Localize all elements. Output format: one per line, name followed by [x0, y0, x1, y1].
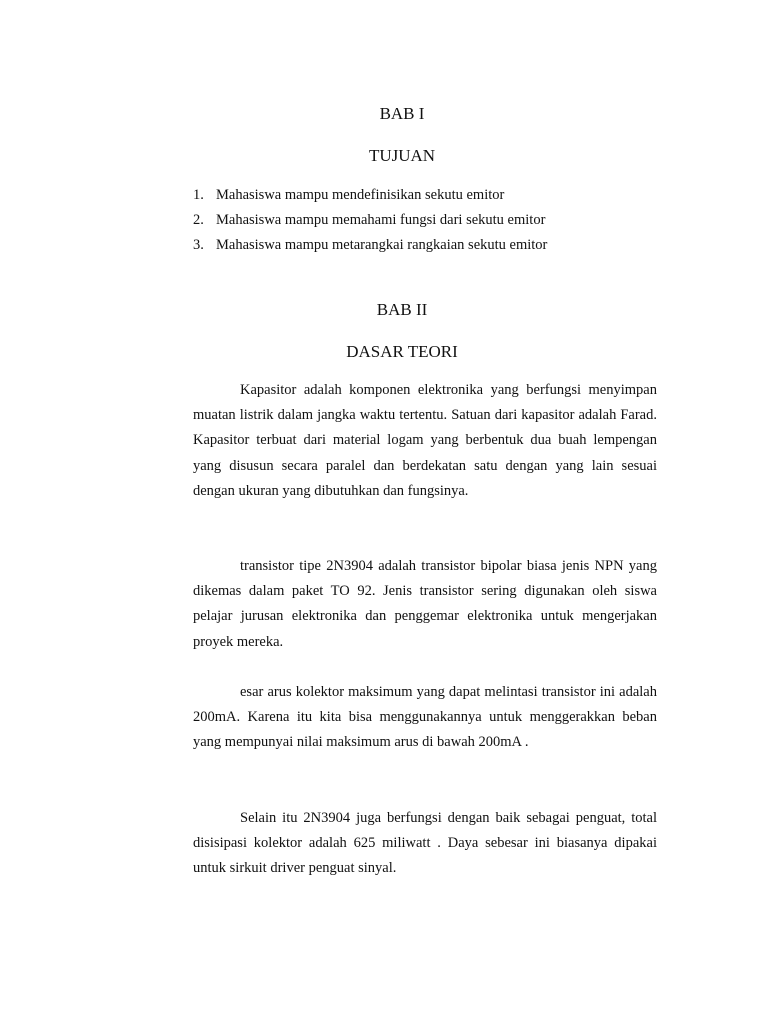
- list-item-text: Mahasiswa mampu mendefinisikan sekutu emitor: [216, 187, 505, 203]
- list-item-number: 1.: [193, 187, 204, 203]
- list-item-text: Mahasiswa mampu memahami fungsi dari sekutu emitor: [216, 212, 546, 228]
- paragraph-collector-current: esar arus kolektor maksimum yang dapat melintasi transistor ini adalah 200mA. Karena itu kita bisa menggunakannya untuk menggerakkan beban yang mempunyai nilai maksimum arus di bawah 200mA .: [193, 684, 657, 751]
- paragraph-transistor-type: transistor tipe 2N3904 adalah transistor bipolar biasa jenis NPN yang dikemas dalam paket TO 92. Jenis transistor sering digunakan oleh siswa pelajar jurusan elektronika dan penggemar elektronika untuk mengerjakan proyek mereka.: [193, 558, 657, 650]
- objectives-list: [193, 185, 547, 260]
- list-item-text: Mahasiswa mampu metarangkai rangkaian sekutu emitor: [216, 237, 548, 253]
- list-item: [193, 185, 547, 210]
- paragraph-kapasitor: Kapasitor adalah komponen elektronika yang berfungsi menyimpan muatan listrik dalam jangka waktu tertentu. Satuan dari kapasitor adalah Farad. Kapasitor terbuat dari material logam yang berbentuk dua buah lempengan yang disusun secara paralel dan berdekatan satu dengan yang lain sesuai dengan ukuran yang dibutuhkan dan fungsinya.: [193, 382, 657, 499]
- paragraph-amplifier: Selain itu 2N3904 juga berfungsi dengan baik sebagai penguat, total disisipasi kolektor adalah 625 miliwatt . Daya sebesar ini biasanya dipakai untuk sirkuit driver penguat sinyal.: [193, 810, 657, 877]
- chapter-2-subtitle: DASAR TEORI: [346, 342, 458, 361]
- list-item-number: 2.: [193, 212, 204, 228]
- list-item: [193, 210, 547, 235]
- chapter-1-title: BAB I: [379, 104, 425, 123]
- list-item-number: 3.: [193, 237, 204, 253]
- chapter-1-subtitle: TUJUAN: [368, 146, 436, 165]
- list-item: [193, 235, 547, 260]
- chapter-2-title: BAB II: [376, 300, 428, 319]
